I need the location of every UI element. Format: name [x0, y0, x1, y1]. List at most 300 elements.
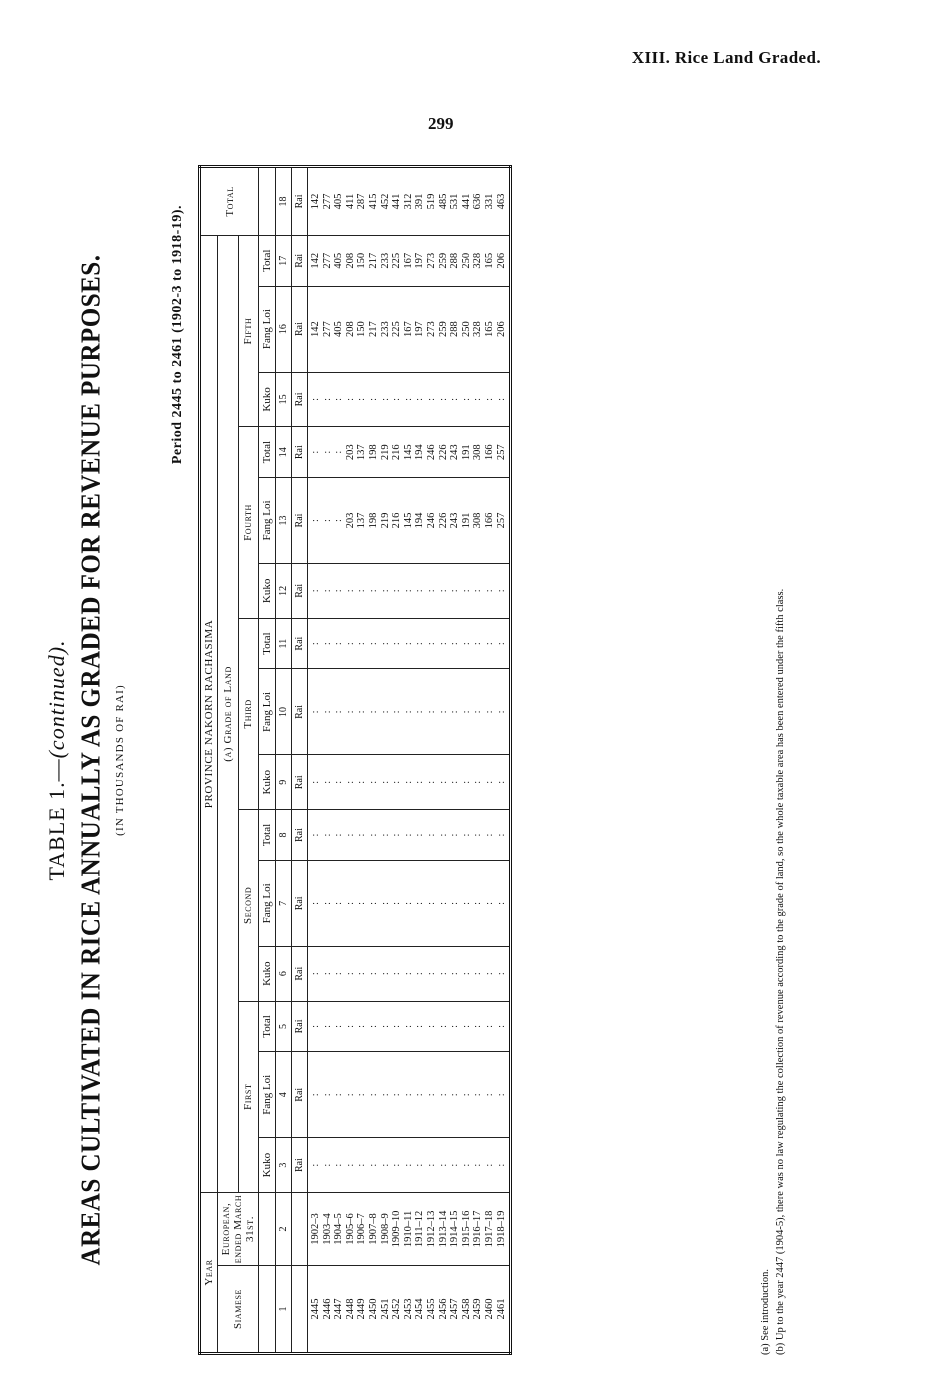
table-cell: 391	[414, 193, 426, 210]
table-cell: :	[379, 901, 391, 905]
table-cell: 2460	[483, 1298, 495, 1320]
table-cell: :	[367, 589, 379, 593]
table-cell: :	[356, 710, 368, 714]
table-cell: :	[472, 833, 484, 837]
table-cell: :	[356, 397, 368, 401]
table-cell: :	[310, 710, 321, 714]
table-cell: :	[310, 450, 321, 454]
table-cell: 206	[495, 321, 507, 337]
table-cell: 1913–14	[437, 1210, 449, 1248]
subheader-row	[259, 167, 276, 1354]
european-year-column	[308, 1192, 511, 1265]
table-cell: :	[472, 780, 484, 784]
table-cell: :	[333, 1163, 345, 1167]
table-cell: :	[402, 710, 414, 714]
siamese-year-column	[308, 1265, 511, 1353]
table-cell: :	[391, 642, 403, 646]
table-cell: 198	[367, 512, 379, 529]
table-cell: 636	[472, 193, 484, 210]
unit-label: Rai	[292, 810, 308, 861]
table-cell: 197	[414, 252, 426, 269]
table-cell: :	[333, 833, 345, 837]
subheader-blank-total	[259, 167, 276, 236]
table-cell: 208	[344, 252, 356, 269]
table-cell: :	[402, 1163, 414, 1167]
table-cell: :	[356, 833, 368, 837]
table-cell: :	[414, 1093, 426, 1097]
table-cell: :	[449, 397, 461, 401]
table-cell: :	[460, 1163, 472, 1167]
table-cell: :	[310, 1163, 321, 1167]
unit-label: Rai	[292, 1138, 308, 1193]
table-cell: :	[495, 589, 507, 593]
kuko-header: Kuko	[259, 1138, 276, 1193]
subtotal-header: Total	[259, 810, 276, 861]
rice-land-table	[198, 165, 512, 1355]
grade-header: (a) Grade of Land	[218, 235, 239, 1192]
table-cell: :	[460, 1093, 472, 1097]
subheader-blank-2	[259, 1192, 276, 1265]
fang-loi-header: Fang Loi	[259, 860, 276, 946]
table-cell: 194	[414, 444, 426, 461]
table-cell: :	[356, 780, 368, 784]
table-cell: :	[367, 710, 379, 714]
fourth-total-column	[308, 427, 511, 478]
table-cell: :	[356, 1093, 368, 1097]
european-header: European, ended March 31st.	[218, 1192, 259, 1265]
table-cell: :	[414, 642, 426, 646]
table-cell: :	[402, 780, 414, 784]
table-cell: 415	[367, 193, 379, 210]
table-cell: 198	[367, 444, 379, 461]
table-cell: :	[356, 972, 368, 976]
table-cell: :	[391, 833, 403, 837]
table-cell: :	[333, 642, 345, 646]
fourth-fang-loi-column	[308, 478, 511, 564]
column-number: 10	[276, 669, 292, 755]
table-cell: :	[379, 833, 391, 837]
table-cell: :	[483, 901, 495, 905]
table-cell: :	[310, 972, 321, 976]
subtotal-header: Total	[259, 235, 276, 286]
table-cell: 216	[391, 512, 403, 529]
fifth-total-column	[308, 235, 511, 286]
table-cell: 308	[472, 512, 484, 529]
table-cell: :	[425, 901, 437, 905]
table-cell: 225	[391, 321, 403, 337]
unit-label: Rai	[292, 563, 308, 618]
page-header: XIII. Rice Land Graded.	[631, 48, 821, 67]
table-subtitle: AREAS CULTIVATED IN RICE ANNUALLY AS GRADED FOR REVENUE PURPOSES.	[76, 254, 107, 1266]
table-cell: :	[495, 833, 507, 837]
footnote-a: (a) See introduction.	[760, 1268, 771, 1355]
table-unit-note: (IN THOUSANDS OF RAI)	[114, 684, 126, 836]
column-number: 18	[276, 167, 292, 236]
table-cell: 1909–10	[391, 1210, 403, 1248]
table-cell: 288	[449, 252, 461, 269]
table-cell: 259	[437, 252, 449, 269]
table-cell: 328	[472, 321, 484, 337]
total-header: Total	[200, 167, 259, 236]
unit-label: Rai	[292, 478, 308, 564]
second-fang-loi-column	[308, 860, 511, 946]
unit-label: Rai	[292, 860, 308, 946]
table-cell: :	[367, 1163, 379, 1167]
column-number: 7	[276, 860, 292, 946]
table-cell: :	[367, 397, 379, 401]
table-cell: :	[321, 589, 333, 593]
subheader-blank-1	[259, 1265, 276, 1353]
table-cell: :	[310, 901, 321, 905]
fifth-fang-loi-column	[308, 286, 511, 372]
table-cell: :	[483, 1163, 495, 1167]
unit-label: Rai	[292, 669, 308, 755]
table-cell: 2458	[460, 1298, 472, 1320]
table-cell: :	[391, 397, 403, 401]
table-cell: :	[437, 1163, 449, 1167]
table-cell: 1912–13	[425, 1210, 437, 1248]
table-cell: 277	[321, 252, 333, 269]
table-cell: 2455	[425, 1298, 437, 1320]
third-kuko-column	[308, 755, 511, 810]
table-cell: 257	[495, 512, 507, 529]
table-cell: 2459	[472, 1298, 484, 1320]
table-cell: 288	[449, 321, 461, 337]
table-cell: :	[414, 780, 426, 784]
table-cell: 463	[495, 193, 507, 210]
table-cell: :	[321, 642, 333, 646]
table-cell: :	[367, 901, 379, 905]
table-cell: :	[321, 901, 333, 905]
table-cell: 250	[460, 252, 472, 269]
first-kuko-column	[308, 1138, 511, 1193]
table-cell: :	[310, 1025, 321, 1028]
table-cell: :	[367, 780, 379, 784]
table-cell: 1908–9	[379, 1213, 391, 1245]
table-cell: 142	[310, 193, 321, 210]
table-cell: 2452	[391, 1298, 403, 1320]
table-cell: :	[437, 589, 449, 593]
table-cell: 519	[425, 193, 437, 210]
table-cell: :	[402, 1093, 414, 1097]
table-cell: 441	[460, 193, 472, 210]
table-cell: 1918–19	[495, 1210, 507, 1248]
unit-blank	[292, 1192, 308, 1265]
column-number: 1	[276, 1265, 292, 1353]
table-cell: :	[460, 710, 472, 714]
table-cell: :	[367, 972, 379, 976]
table-cell: 273	[425, 252, 437, 269]
table-cell: :	[321, 519, 333, 522]
unit-row	[292, 167, 308, 1354]
table-cell: :	[425, 589, 437, 593]
table-cell: 411	[344, 193, 356, 210]
table-cell: :	[391, 589, 403, 593]
table-cell: 531	[449, 193, 461, 210]
table-cell: :	[425, 1025, 437, 1028]
table-cell: 1902–3	[310, 1213, 321, 1245]
fang-loi-header: Fang Loi	[259, 669, 276, 755]
table-cell: :	[437, 710, 449, 714]
table-cell: :	[321, 710, 333, 714]
table-cell: 137	[356, 512, 368, 529]
table-cell: 225	[391, 252, 403, 269]
table-cell: :	[391, 901, 403, 905]
table-title-block	[40, 165, 126, 1355]
table-cell: :	[379, 710, 391, 714]
table-cell: :	[391, 1093, 403, 1097]
table-cell: 405	[333, 321, 345, 337]
column-number: 16	[276, 286, 292, 372]
kuko-header: Kuko	[259, 755, 276, 810]
table-cell: 194	[414, 512, 426, 529]
table-cell: :	[333, 710, 345, 714]
table-cell: 219	[379, 444, 391, 461]
table-cell: :	[310, 589, 321, 593]
table-cell: :	[356, 1163, 368, 1167]
table-cell: 208	[344, 321, 356, 337]
table-cell: :	[321, 972, 333, 976]
table-cell: :	[472, 972, 484, 976]
unit-label: Rai	[292, 755, 308, 810]
table-cell: :	[391, 1025, 403, 1028]
table-cell: :	[379, 642, 391, 646]
table-cell: :	[483, 589, 495, 593]
data-row-block	[308, 167, 511, 1354]
column-number: 15	[276, 372, 292, 427]
table-cell: :	[344, 1025, 356, 1028]
table-cell: :	[472, 710, 484, 714]
table-cell: 312	[402, 193, 414, 210]
unit-label: Rai	[292, 1052, 308, 1138]
table-cell: :	[414, 1025, 426, 1028]
table-cell: :	[460, 972, 472, 976]
table-cell: 1914–15	[449, 1210, 461, 1248]
table-cell: :	[472, 1093, 484, 1097]
table-cell: 1903–4	[321, 1213, 333, 1245]
table-cell: :	[321, 780, 333, 784]
table-cell: 452	[379, 193, 391, 210]
table-cell: :	[402, 972, 414, 976]
unit-label: Rai	[292, 946, 308, 1001]
table-cell: :	[333, 1093, 345, 1097]
table-cell: 219	[379, 512, 391, 529]
table-cell: :	[437, 642, 449, 646]
column-number: 11	[276, 618, 292, 669]
table-cell: :	[402, 1025, 414, 1028]
table-cell: 150	[356, 321, 368, 337]
table-cell: 328	[472, 252, 484, 269]
table-cell: 2447	[333, 1298, 345, 1320]
table-cell: :	[460, 397, 472, 401]
table-cell: :	[425, 1093, 437, 1097]
first-fang-loi-column	[308, 1052, 511, 1138]
subtotal-header: Total	[259, 1001, 276, 1052]
table-cell: :	[425, 710, 437, 714]
page-number: 299	[428, 114, 454, 133]
table-cell: :	[379, 1025, 391, 1028]
table-cell: 166	[483, 444, 495, 461]
column-number: 8	[276, 810, 292, 861]
table-cell: :	[495, 1025, 507, 1028]
table-cell: :	[310, 1093, 321, 1097]
table-cell: 1906–7	[356, 1213, 368, 1245]
first-total-column	[308, 1001, 511, 1052]
table-cell: 2446	[321, 1298, 333, 1320]
unit-blank	[292, 1265, 308, 1353]
table-cell: :	[495, 1163, 507, 1167]
table-cell: 441	[391, 193, 403, 210]
table-cell: 405	[333, 252, 345, 269]
table-cell: :	[379, 972, 391, 976]
third-grade-header: Third	[238, 618, 259, 809]
table-cell: :	[437, 780, 449, 784]
table-cell: 2461	[495, 1298, 507, 1320]
fang-loi-header: Fang Loi	[259, 478, 276, 564]
table-cell: :	[449, 833, 461, 837]
table-cell: 2456	[437, 1298, 449, 1320]
kuko-header: Kuko	[259, 946, 276, 1001]
table-cell: 233	[379, 321, 391, 337]
table-cell: :	[472, 1025, 484, 1028]
column-number: 17	[276, 235, 292, 286]
table-cell: :	[449, 901, 461, 905]
table-cell: :	[414, 710, 426, 714]
siamese-header: Siamese	[218, 1265, 259, 1353]
subtotal-header: Total	[259, 427, 276, 478]
table-cell: :	[344, 1163, 356, 1167]
column-number: 9	[276, 755, 292, 810]
table-cell: :	[449, 642, 461, 646]
table-cell: 273	[425, 321, 437, 337]
table-cell: :	[344, 901, 356, 905]
table-cell: :	[321, 1163, 333, 1167]
table-cell: 257	[495, 444, 507, 461]
table-cell: :	[414, 901, 426, 905]
table-cell: :	[356, 901, 368, 905]
table-cell: :	[344, 972, 356, 976]
table-cell: :	[425, 780, 437, 784]
table-cell: :	[367, 1093, 379, 1097]
kuko-header: Kuko	[259, 372, 276, 427]
table-cell: 2449	[356, 1298, 368, 1320]
year-header: Year	[200, 1192, 218, 1353]
third-total-column	[308, 618, 511, 669]
footnote-b: (b) Up to the year 2447 (1904-5), there was no law regulating the collection of revenue according to the grade of land, so the whole taxable area has been entered under the fifth class.	[775, 588, 786, 1355]
table-cell: :	[495, 1093, 507, 1097]
table-cell: :	[310, 519, 321, 522]
table-cell: 203	[344, 512, 356, 529]
table-cell: :	[379, 589, 391, 593]
table-cell: 243	[449, 512, 461, 529]
table-cell: 167	[402, 321, 414, 337]
table-cell: 165	[483, 252, 495, 269]
table-cell: 331	[483, 193, 495, 210]
table-cell: :	[356, 1025, 368, 1028]
table-cell: :	[333, 450, 345, 454]
footnotes	[758, 165, 788, 1355]
table-cell: 137	[356, 444, 368, 461]
table-cell: 142	[310, 252, 321, 269]
table-cell: 203	[344, 444, 356, 461]
table-cell: :	[344, 710, 356, 714]
province-header: PROVINCE NAKORN RACHASIMA	[200, 235, 218, 1192]
table-cell: :	[449, 1093, 461, 1097]
table-cell: :	[414, 1163, 426, 1167]
column-number-row	[276, 167, 292, 1354]
period-label: Period 2445 to 2461 (1902-3 to 1918-19).	[170, 205, 185, 465]
table-cell: :	[495, 397, 507, 401]
table-cell: 206	[495, 252, 507, 269]
table-cell: :	[425, 1163, 437, 1167]
table-cell: 217	[367, 252, 379, 269]
table-cell: 2445	[310, 1298, 321, 1320]
table-cell: 191	[460, 444, 472, 461]
column-number: 14	[276, 427, 292, 478]
table-cell: :	[449, 972, 461, 976]
table-cell: :	[449, 1163, 461, 1167]
table-cell: 166	[483, 512, 495, 529]
table-cell: :	[402, 642, 414, 646]
table-cell: 277	[321, 321, 333, 337]
table-cell: 1905–6	[344, 1213, 356, 1245]
table-cell: :	[414, 589, 426, 593]
table-cell: 2450	[367, 1298, 379, 1320]
unit-label: Rai	[292, 1001, 308, 1052]
table-cell: :	[425, 833, 437, 837]
column-number: 5	[276, 1001, 292, 1052]
table-cell: :	[449, 589, 461, 593]
table-cell: :	[437, 972, 449, 976]
table-cell: 1911–12	[414, 1210, 426, 1248]
table-cell: :	[437, 1025, 449, 1028]
table-cell: :	[449, 1025, 461, 1028]
table-cell: 1916–17	[472, 1210, 484, 1248]
table-cell: 1907–8	[367, 1213, 379, 1245]
fang-loi-header: Fang Loi	[259, 1052, 276, 1138]
second-total-column	[308, 810, 511, 861]
table-cell: 1904–5	[333, 1213, 345, 1245]
table-cell: :	[356, 642, 368, 646]
table-cell: 167	[402, 252, 414, 269]
second-grade-header: Second	[238, 810, 259, 1001]
table-cell: :	[402, 901, 414, 905]
table-cell: :	[321, 833, 333, 837]
table-cell: 1910–11	[402, 1210, 414, 1248]
table-cell: 2448	[344, 1298, 356, 1320]
table-cell: 191	[460, 512, 472, 529]
table-cell: :	[402, 589, 414, 593]
table-cell: :	[483, 780, 495, 784]
table-cell: :	[391, 1163, 403, 1167]
column-number: 2	[276, 1192, 292, 1265]
first-grade-header: First	[238, 1001, 259, 1192]
table-cell: :	[310, 833, 321, 837]
table-cell: 150	[356, 252, 368, 269]
unit-label: Rai	[292, 167, 308, 236]
subtotal-header: Total	[259, 618, 276, 669]
table-cell: :	[472, 901, 484, 905]
table-cell: :	[333, 1025, 345, 1028]
table-cell: 405	[333, 193, 345, 210]
table-cell: :	[437, 397, 449, 401]
table-cell: :	[344, 642, 356, 646]
table-cell: :	[402, 833, 414, 837]
table-cell: 485	[437, 193, 449, 210]
table-cell: :	[379, 1163, 391, 1167]
table-cell: 2453	[402, 1298, 414, 1320]
kuko-header: Kuko	[259, 563, 276, 618]
